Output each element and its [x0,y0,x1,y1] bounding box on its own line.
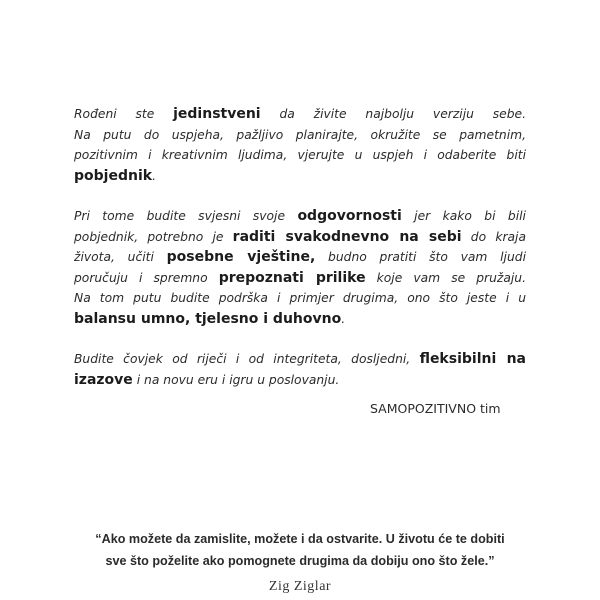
emphasis: prepoznati prilike [218,269,366,286]
emphasis: fleksibilni na [419,351,526,367]
text-line: Rođeni ste jedinstveni da živite najbolju verziju sebe. [74,106,526,122]
text-line: Na tom putu budite podrška i primjer drugima, ono što jeste i u [74,291,526,305]
text-line: pozitivnim i kreativnim ljudima, vjerujte u uspjeh i odaberite biti [74,148,526,162]
emphasis: balansu umno, tjelesno i duhovno [74,310,342,327]
emphasis: pobjednik [74,167,153,184]
text-line: Budite čovjek od riječi i od integriteta, dosljedni, fleksibilni na [74,351,526,367]
motivational-text [74,104,526,410]
paragraph-1 [74,104,526,186]
quote [40,528,560,572]
paragraph-3 [74,349,526,390]
quote-author: Zig Ziglar [268,579,332,594]
text-line: balansu umno, tjelesno i duhovno. [74,310,346,327]
emphasis: odgovornosti [297,208,402,224]
emphasis: posebne vještine, [166,249,316,265]
text-line: pobjednik, potrebno je raditi svakodnevno na sebi do kraja [74,228,526,245]
emphasis: jedinstveni [173,106,261,122]
quote-line: “Ako možete da zamislite, možete i da ostvarite. U životu će te dobiti [95,532,505,546]
text-line: Na putu do uspjeha, pažljivo planirajte, okružite se pametnim, [74,127,526,142]
signature: SAMOPOZITIVNO tim [370,401,501,416]
text-line: Pri tome budite svjesni svoje odgovornosti jer kako bi bili [74,208,526,224]
emphasis: izazove [74,371,133,388]
emphasis: raditi svakodnevno na sebi [232,228,462,245]
quote-line: sve što poželite ako pomognete drugima da dobiju ono što žele.” [105,554,495,568]
text-line: izazove i na novu eru i igru u poslovanju. [74,371,340,388]
text-line: poručuju i spremno prepoznati prilike koje vam se pružaju. [74,269,527,286]
text-line: pobjednik. [74,167,156,184]
paragraph-2 [74,206,526,329]
text-line: života, učiti posebne vještine, budno pratiti što vam ljudi [74,249,526,265]
